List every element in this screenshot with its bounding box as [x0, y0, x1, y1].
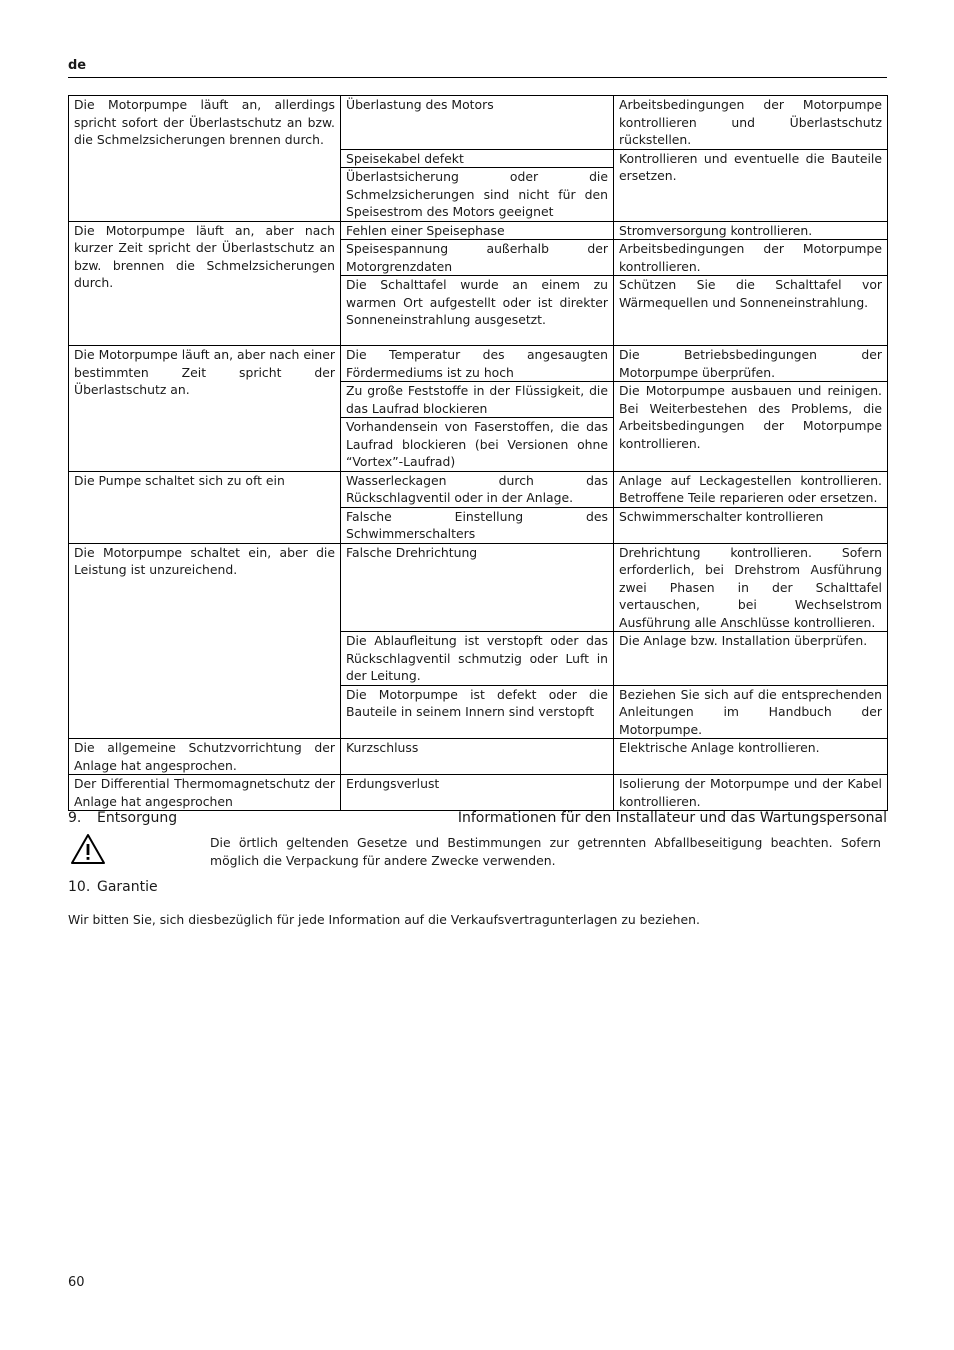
problem-cell: Die Motorpumpe schaltet ein, aber die Leistung ist unzureichend. — [69, 543, 341, 739]
warranty-text: Wir bitten Sie, sich diesbezüglich für jede Information auf die Verkaufsvertragunterlagen zu beziehen. — [68, 912, 700, 927]
section-9-heading — [68, 810, 887, 826]
problem-cell: Der Differential Thermomagnetschutz der Anlage hat angesprochen — [69, 775, 341, 811]
problem-cell: Die Motorpumpe läuft an, allerdings spricht sofort der Überlastschutz an bzw. die Schmelzsicherungen brennen durch. — [69, 96, 341, 222]
table-row — [69, 739, 888, 775]
troubleshooting-table — [68, 95, 888, 811]
cause-cell: Speisespannung außerhalb der Motorgrenzdaten — [341, 240, 614, 276]
remedy-cell: Arbeitsbedingungen der Motorpumpe kontrollieren. — [614, 240, 888, 276]
problem-cell: Die allgemeine Schutzvorrichtung der Anlage hat angesprochen. — [69, 739, 341, 775]
remedy-cell: Isolierung der Motorpumpe und der Kabel kontrollieren. — [614, 775, 888, 811]
problem-cell: Die Pumpe schaltet sich zu oft ein — [69, 471, 341, 543]
language-code: de — [68, 58, 87, 73]
remedy-cell: Kontrollieren und eventuelle die Bauteile ersetzen. — [614, 149, 888, 221]
cause-cell: Wasserleckagen durch das Rückschlagventil oder in der Anlage. — [341, 471, 614, 507]
remedy-cell: Drehrichtung kontrollieren. Sofern erforderlich, bei Drehstrom Ausführung zwei Phasen in der Schalttafel vertauschen, bei Wechselstrom Ausführung alle Anschlüsse kontrollieren. — [614, 543, 888, 632]
cause-cell: Die Temperatur des angesaugten Fördermediums ist zu hoch — [341, 346, 614, 382]
remedy-cell: Schützen Sie die Schalttafel vor Wärmequellen und Sonneneinstrahlung. — [614, 276, 888, 346]
section-9-number: 9. — [68, 810, 82, 826]
remedy-cell: Schwimmerschalter kontrollieren — [614, 507, 888, 543]
remedy-cell: Die Motorpumpe ausbauen und reinigen. Bei Weiterbestehen des Problems, die Arbeitsbedingungen der Motorpumpe kontrollieren. — [614, 382, 888, 472]
table-row — [69, 96, 888, 150]
section-10-title: Garantie — [97, 879, 158, 895]
table-row — [69, 346, 888, 382]
cause-cell: Die Ablaufleitung ist verstopft oder das Rückschlagventil schmutzig oder Luft in der Leitung. — [341, 632, 614, 686]
remedy-cell: Die Betriebsbedingungen der Motorpumpe überprüfen. — [614, 346, 888, 382]
section-9-aside: Informationen für den Installateur und das Wartungspersonal — [457, 810, 887, 826]
cause-cell: Falsche Einstellung des Schwimmerschalters — [341, 507, 614, 543]
cause-cell: Vorhandensein von Faserstoffen, die das Laufrad blockieren (bei Versionen ohne “Vortex”-Laufrad) — [341, 418, 614, 472]
disposal-text: Die örtlich geltenden Gesetze und Bestimmungen zur getrennten Abfallbeseitigung beachten. Sofern möglich die Verpackung für andere Zwecke verwenden. — [210, 835, 881, 868]
cause-cell: Überlastung des Motors — [341, 96, 614, 150]
table-row — [69, 471, 888, 507]
remedy-cell: Arbeitsbedingungen der Motorpumpe kontrollieren und Überlastschutz rückstellen. — [614, 96, 888, 150]
cause-cell: Speisekabel defekt — [341, 149, 614, 168]
page-number: 60 — [68, 1275, 85, 1290]
remedy-cell: Die Anlage bzw. Installation überprüfen. — [614, 632, 888, 686]
cause-cell: Zu große Feststoffe in der Flüssigkeit, die das Laufrad blockieren — [341, 382, 614, 418]
problem-cell: Die Motorpumpe läuft an, aber nach kurzer Zeit spricht der Überlastschutz an bzw. brennen die Schmelzsicherungen durch. — [69, 221, 341, 346]
remedy-cell: Stromversorgung kontrollieren. — [614, 221, 888, 240]
remedy-cell: Anlage auf Leckagestellen kontrollieren. Betroffene Teile reparieren oder ersetzen. — [614, 471, 888, 507]
cause-cell: Fehlen einer Speisephase — [341, 221, 614, 240]
cause-cell: Erdungsverlust — [341, 775, 614, 811]
problem-cell: Die Motorpumpe läuft an, aber nach einer bestimmten Zeit spricht der Überlastschutz an. — [69, 346, 341, 472]
remedy-cell: Beziehen Sie sich auf die entsprechenden Anleitungen im Handbuch der Motorpumpe. — [614, 685, 888, 739]
table-row — [69, 543, 888, 632]
section-9-title: Entsorgung — [97, 810, 178, 826]
cause-cell: Falsche Drehrichtung — [341, 543, 614, 632]
header-divider — [68, 77, 887, 78]
section-10-heading — [68, 879, 158, 895]
section-9-title-group — [68, 810, 177, 826]
section-10-number: 10. — [68, 879, 91, 895]
cause-cell: Kurzschluss — [341, 739, 614, 775]
table-row — [69, 221, 888, 240]
cause-cell: Die Motorpumpe ist defekt oder die Bauteile in seinem Innern sind verstopft — [341, 685, 614, 739]
cause-cell: Die Schalttafel wurde an einem zu warmen Ort aufgestellt oder ist direkter Sonneneinstrahlung ausgesetzt. — [341, 276, 614, 346]
warning-triangle-icon — [70, 833, 106, 865]
remedy-cell: Elektrische Anlage kontrollieren. — [614, 739, 888, 775]
table-row — [69, 775, 888, 811]
cause-cell: Überlastsicherung oder die Schmelzsicherungen sind nicht für den Speisestrom des Motors geeignet — [341, 168, 614, 222]
